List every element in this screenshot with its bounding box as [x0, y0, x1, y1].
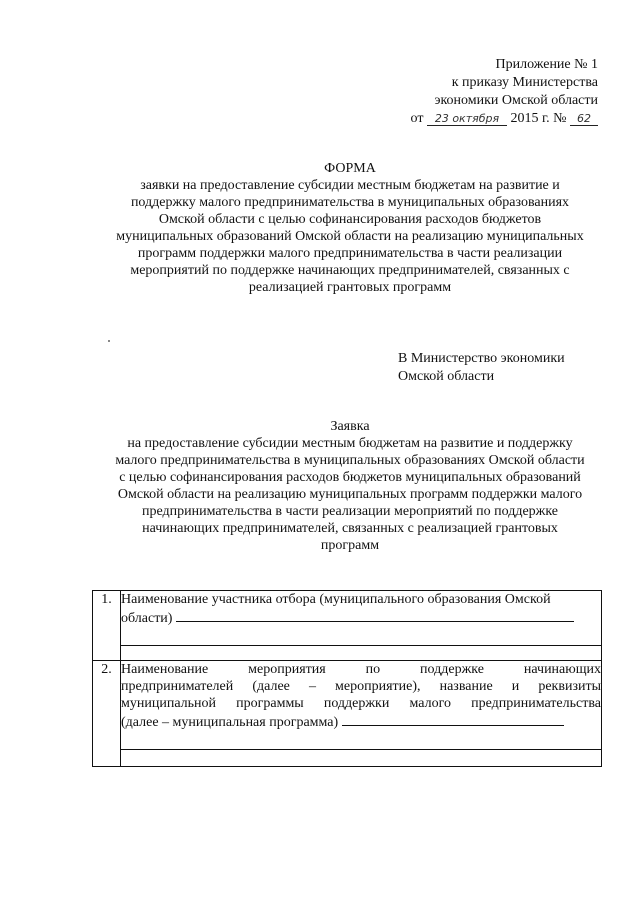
form-title-line: программ поддержки малого предпринимательства в части реализации: [137, 246, 563, 261]
request-title-line: предпринимательства в части реализации мероприятий по поддержке: [142, 504, 558, 519]
handwritten-order-number: 62: [570, 112, 598, 126]
addressee-line-2: Омской области: [398, 369, 495, 384]
appendix-header: [278, 56, 598, 128]
request-title-line: Омской области на реализацию муниципальных программ поддержки малого: [117, 487, 583, 502]
row-number: 2.: [93, 661, 121, 767]
request-title-line: малого предпринимательства в муниципальных образованиях Омской области: [115, 453, 585, 468]
row-text-line: муниципальной программы поддержки малого предпринимательства: [121, 696, 601, 711]
table-row: [93, 661, 602, 767]
participant-name-field-continued[interactable]: [121, 631, 601, 646]
from-prefix: от: [410, 111, 424, 126]
row-text-line-with-field: [121, 608, 601, 627]
row-content: [121, 661, 602, 767]
form-title-line: реализацией грантовых программ: [248, 280, 452, 295]
request-title: [100, 418, 600, 554]
form-title-line: мероприятий по поддержке начинающих предпринимателей, связанных с: [130, 263, 570, 278]
appendix-line-3: экономики Омской области: [434, 93, 598, 108]
request-title-line: на предоставление субсидии местным бюджетам на развитие и поддержку: [127, 436, 573, 451]
row-text-line-with-field: [121, 712, 601, 731]
application-table: [92, 590, 602, 767]
addressee-block: [398, 350, 565, 386]
row-text-line: предпринимателей (далее – мероприятие), название и реквизиты: [121, 679, 601, 694]
row-number: 1.: [93, 591, 121, 661]
form-title: [100, 160, 600, 296]
request-title-line: начинающих предпринимателей, связанных с реализацией грантовых: [142, 521, 558, 536]
row-text-line: Наименование участника отбора (муниципального образования Омской: [121, 592, 551, 607]
form-title-line: муниципальных образований Омской области на реализацию муниципальных: [116, 229, 584, 244]
form-heading: ФОРМА: [324, 161, 376, 176]
row-text: (далее – муниципальная программа): [121, 715, 339, 730]
program-details-field[interactable]: [342, 712, 564, 726]
form-title-line: Омской области с целью софинансирования расходов бюджетов: [158, 212, 542, 227]
row-content: [121, 591, 602, 661]
program-details-field-continued[interactable]: [121, 735, 601, 750]
scan-speck: [108, 340, 110, 342]
row-text-line: Наименование мероприятия по поддержке начинающих: [121, 662, 601, 677]
year-text: 2015 г. №: [510, 111, 567, 126]
addressee-line-1: В Министерство экономики: [398, 351, 565, 366]
form-title-line: поддержку малого предпринимательства в муниципальных образованиях: [130, 195, 570, 210]
appendix-line-1: Приложение № 1: [495, 57, 598, 72]
participant-name-field[interactable]: [176, 608, 574, 622]
order-date-line: [278, 110, 598, 128]
appendix-line-2: к приказу Министерства: [451, 75, 598, 90]
table-row: [93, 591, 602, 661]
handwritten-date: 23 октября: [427, 112, 507, 126]
row-text: области): [121, 611, 173, 626]
request-heading: Заявка: [330, 419, 370, 434]
request-title-line: программ: [320, 538, 380, 553]
form-title-line: заявки на предоставление субсидии местным бюджетам на развитие и: [140, 178, 560, 193]
request-title-line: с целью софинансирования расходов бюджетов муниципальных образований: [119, 470, 581, 485]
